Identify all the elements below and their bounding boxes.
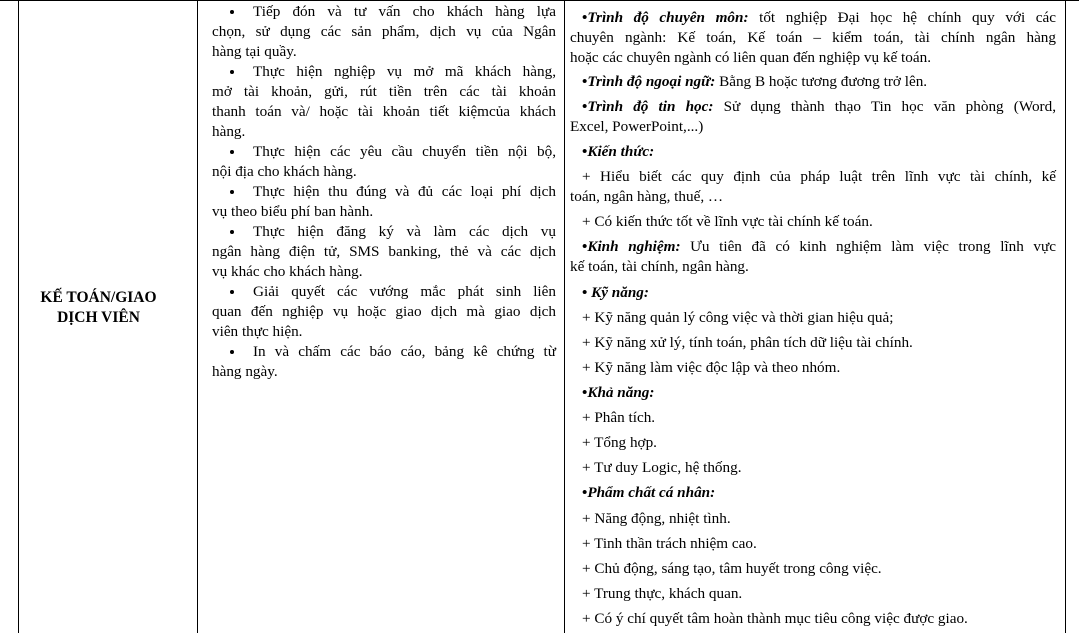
experience-line-1: •Kinh nghiệm: Ưu tiên đã có kinh nghiệm làm việc trong lĩnh vực (582, 238, 1057, 255)
education-line-3: hoặc các chuyên ngành có liên quan đến nghiệp vụ kế toán. (570, 49, 931, 66)
experience-label: Kinh nghiệm: (587, 238, 681, 255)
knowledge-item-1-line-1: + Hiểu biết các quy định của pháp luật trên lĩnh vực tài chính, kế (582, 168, 1056, 185)
duty-bullet-2 (230, 70, 234, 74)
language-line: •Trình độ ngoại ngữ: Bằng B hoặc tương đương trở lên. (582, 73, 928, 90)
education-line-1: •Trình độ chuyên môn: tốt nghiệp Đại học hệ chính quy với các (582, 9, 1056, 26)
duty-7-line-2: hàng ngày. (212, 363, 278, 380)
duty-bullet-3 (230, 150, 234, 154)
duty-1-line-3: hàng tại quầy. (212, 43, 297, 60)
knowledge-item-1-line-2: toán, ngân hàng, thuế, … (570, 188, 724, 205)
education-label: Trình độ chuyên môn: (587, 9, 749, 26)
table-border-right (1065, 0, 1066, 633)
skills-label: Kỹ năng: (591, 284, 649, 301)
duty-6-line-1: Giải quyết các vướng mắc phát sinh liên (253, 283, 556, 300)
duty-bullet-4 (230, 190, 234, 194)
qualities-item-2: + Tinh thần trách nhiệm cao. (582, 535, 757, 552)
position-title-line-1: KẾ TOÁN/GIAO (40, 289, 157, 306)
language-text: Bằng B hoặc tương đương trở lên. (715, 73, 928, 90)
qualities-label: Phẩm chất cá nhân: (587, 484, 716, 501)
skills-item-1: + Kỹ năng quản lý công việc và thời gian hiệu quả; (582, 309, 894, 326)
duty-4-line-1: Thực hiện thu đúng và đủ các loại phí dịch (253, 183, 556, 200)
it-label: Trình độ tin học: (587, 98, 714, 115)
duty-2-line-4: hàng. (212, 123, 246, 140)
table-border-left (18, 0, 19, 633)
duty-7-line-1: In và chấm các báo cáo, bảng kê chứng từ (253, 343, 556, 360)
duty-bullet-5 (230, 230, 234, 234)
duty-5-line-2: ngân hàng điện tử, SMS banking, thẻ và các dịch (212, 243, 556, 260)
education-line-2: chuyên ngành: Kế toán, Kế toán – kiểm toán, tài chính ngân hàng (570, 29, 1056, 46)
it-line-2: Excel, PowerPoint,...) (570, 118, 704, 135)
knowledge-heading: •Kiến thức: (582, 143, 655, 160)
qualities-item-3: + Chủ động, sáng tạo, tâm huyết trong công việc. (582, 560, 882, 577)
duty-3-line-1: Thực hiện các yêu cầu chuyển tiền nội bộ, (253, 143, 556, 160)
language-label: Trình độ ngoại ngữ: (587, 73, 716, 90)
it-line-1: •Trình độ tin học: Sử dụng thành thạo Tin học văn phòng (Word, (582, 98, 1056, 115)
duty-6-line-2: quan đến nghiệp vụ hoặc giao dịch mà giao dịch (212, 303, 556, 320)
abilities-heading: •Khả năng: (582, 384, 655, 401)
abilities-item-2: + Tổng hợp. (582, 434, 657, 451)
duty-2-line-1: Thực hiện nghiệp vụ mở mã khách hàng, (253, 63, 556, 80)
duty-3-line-2: nội địa cho khách hàng. (212, 163, 357, 180)
duty-bullet-7 (230, 350, 234, 354)
duty-1-line-2: chọn, sử dụng các sản phẩm, dịch vụ của Ngân (212, 23, 556, 40)
duty-2-line-2: mở tài khoản, gửi, rút tiền trên các tài khoản (212, 83, 556, 100)
abilities-label: Khả năng: (587, 384, 655, 401)
experience-line-2: kế toán, tài chính, ngân hàng. (570, 258, 749, 275)
skills-item-2: + Kỹ năng xử lý, tính toán, phân tích dữ liệu tài chính. (582, 334, 913, 351)
abilities-item-1: + Phân tích. (582, 409, 656, 426)
duty-bullet-6 (230, 290, 234, 294)
skills-heading: • Kỹ năng: (582, 284, 649, 301)
education-text-1: tốt nghiệp Đại học hệ chính quy với các (748, 9, 1056, 26)
qualities-item-1: + Năng động, nhiệt tình. (582, 510, 731, 527)
skills-item-3: + Kỹ năng làm việc độc lập và theo nhóm. (582, 359, 841, 376)
table-border-top (0, 0, 1079, 1)
qualities-heading: •Phẩm chất cá nhân: (582, 484, 716, 501)
duty-5-line-1: Thực hiện đăng ký và làm các dịch vụ (253, 223, 556, 240)
qualities-item-5: + Có ý chí quyết tâm hoàn thành mục tiêu công việc được giao. (582, 610, 968, 627)
qualities-item-4: + Trung thực, khách quan. (582, 585, 743, 602)
duty-1-line-1: Tiếp đón và tư vấn cho khách hàng lựa (253, 3, 556, 20)
knowledge-label: Kiến thức: (587, 143, 655, 160)
duty-5-line-3: vụ khác cho khách hàng. (212, 263, 363, 280)
duty-6-line-3: viên thực hiện. (212, 323, 303, 340)
duty-4-line-2: vụ theo biểu phí ban hành. (212, 203, 374, 220)
column-divider-2 (564, 0, 565, 633)
column-divider-1 (197, 0, 198, 633)
it-text-1: Sử dụng thành thạo Tin học văn phòng (Word, (713, 98, 1056, 115)
position-title-line-2: DỊCH VIÊN (57, 309, 140, 326)
knowledge-item-2: + Có kiến thức tốt về lĩnh vực tài chính kế toán. (582, 213, 873, 230)
experience-text-1: Ưu tiên đã có kinh nghiệm làm việc trong lĩnh vực (680, 238, 1057, 255)
abilities-item-3: + Tư duy Logic, hệ thống. (582, 459, 742, 476)
duty-2-line-3: thanh toán và/ hoặc tài khoản tiết kiệmcủa khách (212, 103, 556, 120)
duty-bullet-1 (230, 10, 234, 14)
